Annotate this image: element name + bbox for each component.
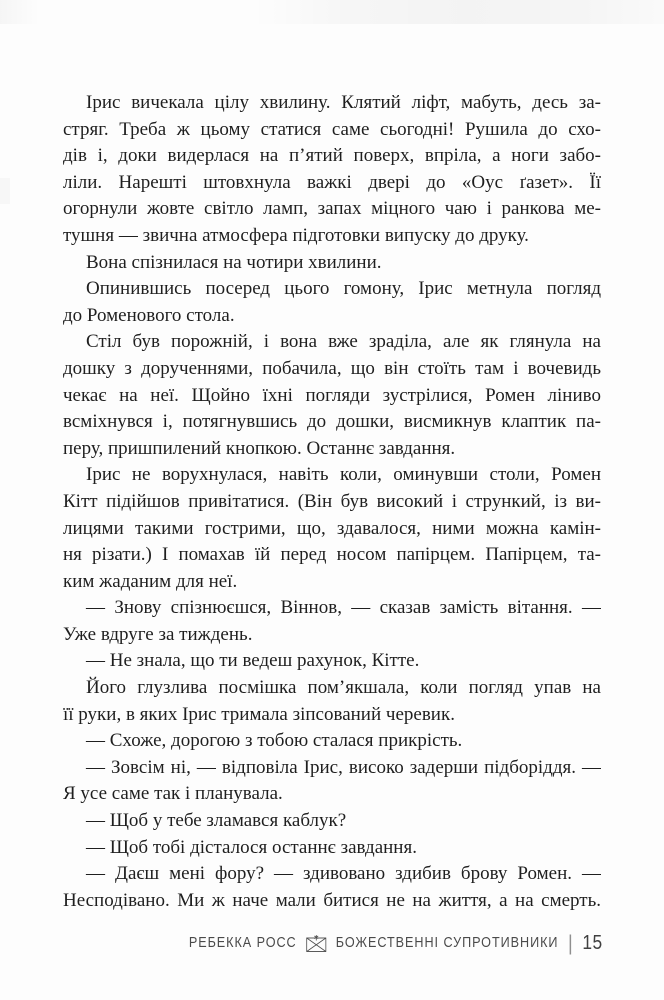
text-line: Уже вдруге за тиждень. (63, 623, 253, 645)
text-line: її руки, в яких Ірис тримала зіпсований черевик. (63, 703, 455, 725)
text-line: — Даєш мені фору? — здивовано здибив брову Ромен. — (86, 863, 601, 885)
book-title: БОЖЕСТВЕННІ СУПРОТИВНИКИ (336, 935, 559, 951)
text-line: — Щоб тобі дісталося останнє завдання. (86, 836, 417, 858)
paragraph (63, 276, 601, 329)
text-line: Ірис не ворухнулася, навіть коли, оминувши столи, Ромен (86, 464, 601, 486)
page-number: 15 (582, 931, 603, 954)
text-line: огорнули жовте світло ламп, запах міцного чаю і ранкова ме- (63, 198, 601, 220)
text-line: Його глузлива посмішка пом’якшала, коли погляд упав на (86, 677, 601, 699)
paragraph (63, 808, 601, 835)
text-block (63, 90, 601, 914)
text-line: Вона спізнилася на чотири хвилини. (86, 251, 382, 273)
text-line: Опинившись посеред цього гомону, Ірис метнула погляд (86, 278, 601, 300)
author-name: РЕБЕККА РОСС (189, 935, 298, 951)
footer-divider: | (568, 931, 574, 955)
text-line: дів і, доки видерлася на п’ятий поверх, впріла, а ноги забо- (63, 145, 601, 167)
text-line: перу, пришпилений кнопкою. Останнє завдання. (63, 437, 456, 459)
paragraph (63, 728, 601, 755)
text-line: — Не знала, що ти ведеш рахунок, Кітте. (86, 650, 420, 672)
text-line: стряг. Треба ж цьому статися саме сьогодні! Рушила до схо- (63, 118, 601, 140)
paragraph (63, 675, 601, 728)
paragraph (63, 250, 601, 277)
paragraph (63, 835, 601, 862)
text-line: Стіл був порожній, і вона вже зраділа, але як глянула на (86, 331, 601, 353)
text-line: ким жаданим для неї. (63, 570, 238, 592)
scan-artifact-top (0, 0, 664, 24)
paragraph (63, 462, 601, 595)
text-line: лицями такими гострими, що, здавалося, ними можна камін- (63, 517, 601, 539)
text-line: — Схоже, дорогою з тобою сталася прикрість. (86, 730, 463, 752)
text-line: дошку з дорученнями, побачила, що він стоїть там і вочевидь (63, 357, 601, 379)
paragraph (63, 755, 601, 808)
text-line: до Роменового стола. (63, 304, 235, 326)
paragraph (63, 648, 601, 675)
paragraph (63, 329, 601, 462)
text-line: ня різати.) І помахав їй перед носом папірцем. Папірцем, та- (63, 544, 601, 566)
text-line: Я усе саме так і планувала. (63, 783, 283, 805)
text-line: Ірис вичекала цілу хвилину. Клятий ліфт, мабуть, десь за- (86, 92, 601, 113)
text-line: Несподівано. Ми ж наче мали битися не на життя, а на смерть. (63, 889, 601, 911)
footer-row (189, 932, 603, 955)
page-footer (127, 929, 603, 957)
text-line: — Знову спізнюєшся, Віннов, — сказав замість вітання. — (86, 597, 601, 619)
paragraph (63, 861, 601, 914)
text-line: ліли. Нарешті штовхнула важкі двері до «Оус ґазет». Її (63, 171, 601, 193)
text-line: — Зовсім ні, — відповіла Ірис, високо задерши підборіддя. — (86, 756, 601, 778)
text-line: чекає на неї. Щойно їхні погляди зустрілися, Ромен ліниво (63, 384, 601, 406)
scan-artifact-left (0, 178, 10, 204)
paragraph (63, 90, 601, 250)
text-line: тушня — звична атмосфера підготовки випуску до друку. (63, 224, 529, 246)
text-line: Кітт підійшов привітатися. (Він був високий і стрункий, із ви- (63, 490, 601, 512)
text-line: всміхнувся і, потягнувшись до дошки, висмикнув клаптик па- (63, 411, 601, 433)
text-line: — Щоб у тебе зламався каблук? (86, 810, 347, 832)
paragraph (63, 595, 601, 648)
envelope-flower-icon (306, 934, 328, 953)
